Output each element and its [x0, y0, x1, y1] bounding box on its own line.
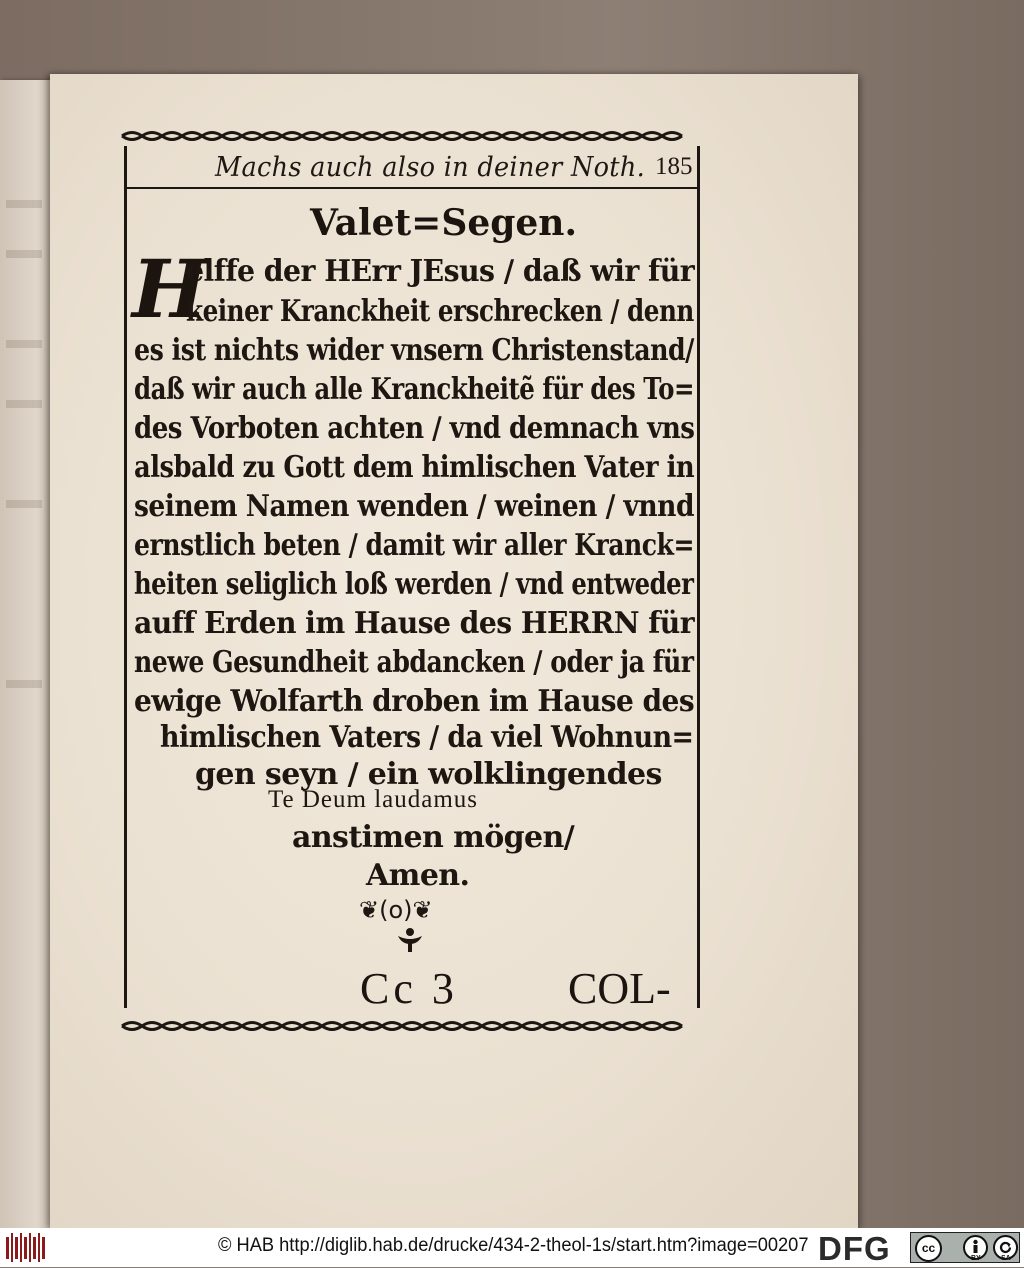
- header-rule: [127, 187, 697, 189]
- closing-line: Amen.: [366, 858, 470, 893]
- fleuron-icon: [395, 926, 425, 954]
- frame-right-rule: [697, 146, 700, 1008]
- body-line: seinem Namen wenden / weinen / vnnd: [134, 489, 694, 524]
- finis-ornament-text: ❦(o)❦: [359, 896, 433, 924]
- running-title: Machs auch also in deiner Noth.: [215, 152, 645, 183]
- footer-bar: [0, 1228, 1024, 1267]
- source-url-text[interactable]: © HAB http://diglib.hab.de/drucke/434-2-theol-1s/start.htm?image=00207: [218, 1235, 809, 1256]
- body-line: ewige Wolfarth droben im Hause des: [134, 684, 695, 719]
- body-line: alsbald zu Gott dem himlischen Vater in: [134, 450, 695, 485]
- frame-left-rule: [124, 146, 127, 1008]
- sa-label: SA: [1001, 1255, 1011, 1262]
- latin-line: Te Deum laudamus: [268, 786, 479, 813]
- top-ornament-border: [118, 128, 698, 144]
- cc-license-badge[interactable]: [910, 1232, 1020, 1263]
- section-title: Valet=Segen.: [310, 202, 578, 244]
- body-line: gen seyn / ein wolklingendes: [195, 757, 662, 792]
- body-line: es ist nichts wider vnsern Christenstand/: [134, 333, 694, 368]
- body-line: elffe der HErr JEsus / daß wir für: [186, 254, 695, 289]
- by-label: BY: [971, 1255, 981, 1262]
- body-line: newe Gesundheit abdancken / oder ja für: [134, 645, 694, 680]
- cc-icon: cc: [915, 1235, 942, 1262]
- body-line: himlischen Vaters / da viel Wohnun=: [160, 720, 694, 755]
- catchword: COL-: [568, 964, 671, 1013]
- closing-line: anstimen mögen/: [292, 820, 575, 855]
- body-line: des Vorboten achten / vnd demnach vns: [134, 411, 695, 446]
- page-number: 185: [655, 153, 693, 180]
- finis-ornament: [355, 896, 465, 956]
- dfg-logo: DFG: [818, 1230, 891, 1267]
- previous-page-edge: [0, 80, 52, 1228]
- body-line: heiten seliglich loß werden / vnd entweder: [134, 567, 694, 602]
- signature-mark: Cc 3: [360, 964, 458, 1013]
- body-line: keiner Kranckheit erschrecken / denn: [186, 294, 694, 329]
- body-line: ernstlich beten / damit wir aller Kranck=: [134, 528, 695, 563]
- bottom-ornament-border: [118, 1018, 698, 1034]
- decorated-initial: H: [132, 242, 208, 336]
- body-line: daß wir auch alle Kranckheitẽ für des To=: [134, 372, 695, 407]
- hab-logo-icon: [6, 1233, 46, 1262]
- body-line: auff Erden im Hause des HERRN für: [134, 606, 695, 641]
